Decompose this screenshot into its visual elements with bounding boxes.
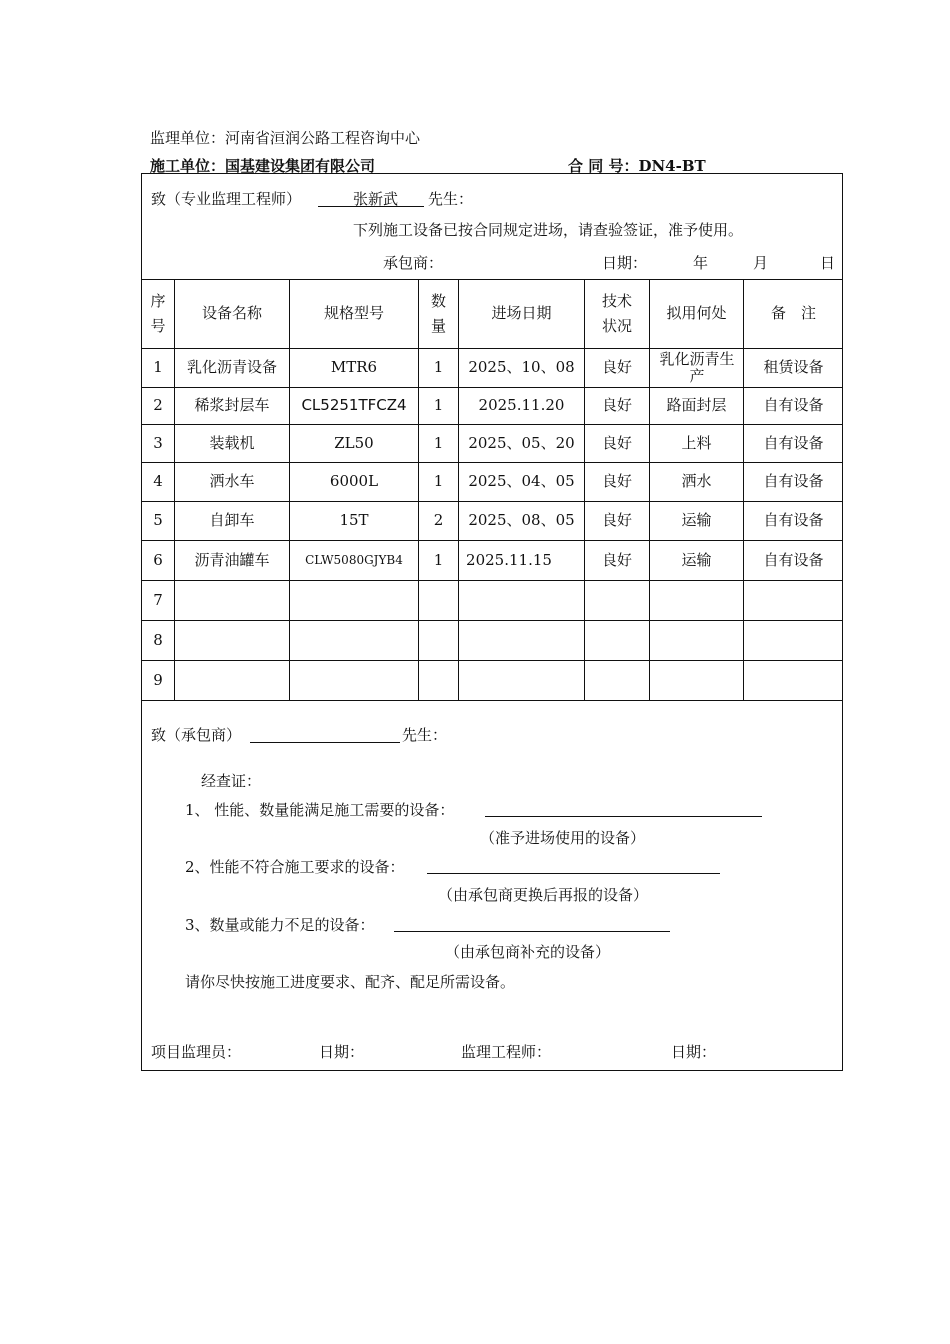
row-2-use: 路面封层	[666, 396, 727, 415]
row-3-qty: 1	[433, 433, 444, 452]
row-4-condition: 良好	[601, 472, 632, 491]
row-2-seq: 2	[153, 396, 163, 415]
row-1-model: MTR6	[330, 358, 378, 377]
row-2-note: 自有设备	[763, 396, 824, 415]
header-seq	[141, 279, 175, 349]
row-3-use: 上料	[681, 433, 712, 452]
row-4-date: 2025、04、05	[468, 472, 575, 491]
reply-to-prefix: 致（承包商）	[151, 726, 242, 744]
contractor-label: 承包商：	[383, 254, 444, 272]
row-3-note: 自有设备	[763, 433, 824, 452]
row-2-qty: 1	[433, 396, 444, 415]
row-3-condition: 良好	[601, 433, 632, 452]
row-4-seq: 4	[153, 472, 163, 491]
row-6-use: 运输	[681, 550, 712, 569]
row-5-name: 自卸车	[209, 511, 255, 530]
header-seq-line2: 号	[150, 317, 166, 335]
row-1-qty: 1	[433, 358, 444, 377]
header-seq-line1: 序	[150, 291, 166, 310]
row-6-date: 2025.11.15	[466, 550, 552, 569]
supervising-engineer-label: 监理工程师：	[461, 1043, 552, 1061]
request-date-label: 日期：	[602, 254, 648, 272]
item-1-label: 1、 性能、数量能满足施工需要的设备：	[185, 801, 455, 819]
row-1-name: 乳化沥青设备	[186, 358, 277, 377]
item-3-label: 3、数量或能力不足的设备：	[185, 916, 375, 934]
footer-date-1: 日期：	[319, 1043, 365, 1061]
contractor-name-blank	[250, 742, 400, 743]
row-1-use: 乳化沥青生产	[659, 349, 735, 385]
contract-number: 合 同 号：DN4-BT	[568, 157, 706, 175]
row-9-seq: 9	[153, 670, 163, 689]
checked-label: 经查证：	[201, 772, 262, 790]
row-4-name: 洒水车	[209, 472, 255, 491]
item-1-blank	[485, 816, 762, 817]
item-2-blank	[427, 873, 720, 874]
item-2-note: （由承包商更换后再报的设备）	[438, 886, 649, 904]
header-cond-line2: 状况	[601, 317, 632, 335]
row-6-seq: 6	[153, 550, 163, 569]
request-to-prefix: 致（专业监理工程师）	[151, 190, 302, 208]
request-year: 年	[693, 254, 709, 272]
row-3-name: 装载机	[209, 433, 255, 452]
row-5-condition: 良好	[601, 511, 632, 530]
row-6-condition: 良好	[601, 550, 632, 569]
header-qty	[419, 279, 458, 349]
row-6-qty: 1	[433, 550, 444, 569]
row-3-seq: 3	[153, 433, 163, 452]
project-supervisor-label: 项目监理员：	[151, 1043, 242, 1061]
item-1-note: （准予进场使用的设备）	[480, 829, 646, 847]
header-cond-line1: 技术	[601, 291, 632, 310]
row-7-seq: 7	[153, 590, 163, 609]
row-1-note: 租赁设备	[763, 358, 824, 377]
row-5-use: 运输	[681, 511, 712, 530]
item-2-label: 2、性能不符合施工要求的设备：	[185, 858, 405, 876]
header-name: 设备名称	[201, 304, 262, 323]
header-qty-line1: 数	[430, 291, 446, 310]
header-qty-line2: 量	[430, 317, 446, 335]
request-body: 下列施工设备已按合同规定进场，请查验签证，准予使用。	[353, 221, 744, 239]
construction-unit: 施工单位：国基建设集团有限公司	[150, 157, 376, 175]
row-8-seq: 8	[153, 630, 163, 649]
engineer-name: 张新武	[353, 190, 399, 208]
row-3-model: ZL50	[334, 433, 374, 452]
header-note: 备 注	[770, 304, 816, 323]
row-2-date: 2025.11.20	[478, 396, 565, 415]
item-3-note: （由承包商补充的设备）	[445, 943, 611, 961]
row-5-model: 15T	[339, 511, 369, 530]
row-1-seq: 1	[153, 358, 163, 377]
row-6-name: 沥青油罐车	[194, 550, 270, 569]
header-use: 拟用何处	[666, 304, 727, 323]
row-5-seq: 5	[153, 511, 163, 530]
row-1-condition: 良好	[601, 358, 632, 377]
header-model: 规格型号	[323, 304, 384, 323]
row-6-note: 自有设备	[763, 550, 824, 569]
row-3-date: 2025、05、20	[468, 433, 575, 452]
row-4-qty: 1	[433, 472, 444, 491]
row-2-model: CL5251TFCZ4	[301, 396, 407, 415]
row-4-note: 自有设备	[763, 472, 824, 491]
row-5-date: 2025、08、05	[468, 511, 575, 530]
row-6-model: CLW5080GJYB4	[305, 552, 403, 567]
item-3-blank	[394, 931, 670, 932]
row-5-note: 自有设备	[763, 511, 824, 530]
request-day: 日	[820, 254, 836, 272]
request-to-suffix: 先生：	[428, 190, 474, 208]
row-1-date: 2025、10、08	[468, 358, 575, 377]
row-4-use: 洒水	[681, 472, 712, 491]
row-2-name: 稀浆封层车	[194, 396, 270, 415]
row-2-condition: 良好	[601, 396, 632, 415]
row-4-model: 6000L	[329, 472, 379, 491]
request-month: 月	[753, 254, 769, 272]
header-date: 进场日期	[491, 304, 552, 323]
footer-date-2: 日期：	[671, 1043, 717, 1061]
row-5-qty: 2	[433, 511, 444, 530]
header-condition	[585, 279, 649, 349]
supervisor-unit: 监理单位：河南省洹润公路工程咨询中心	[150, 129, 421, 147]
reply-to-suffix: 先生：	[402, 726, 448, 744]
engineer-name-underline	[318, 206, 424, 207]
closing-text: 请你尽快按施工进度要求、配齐、配足所需设备。	[185, 973, 516, 991]
